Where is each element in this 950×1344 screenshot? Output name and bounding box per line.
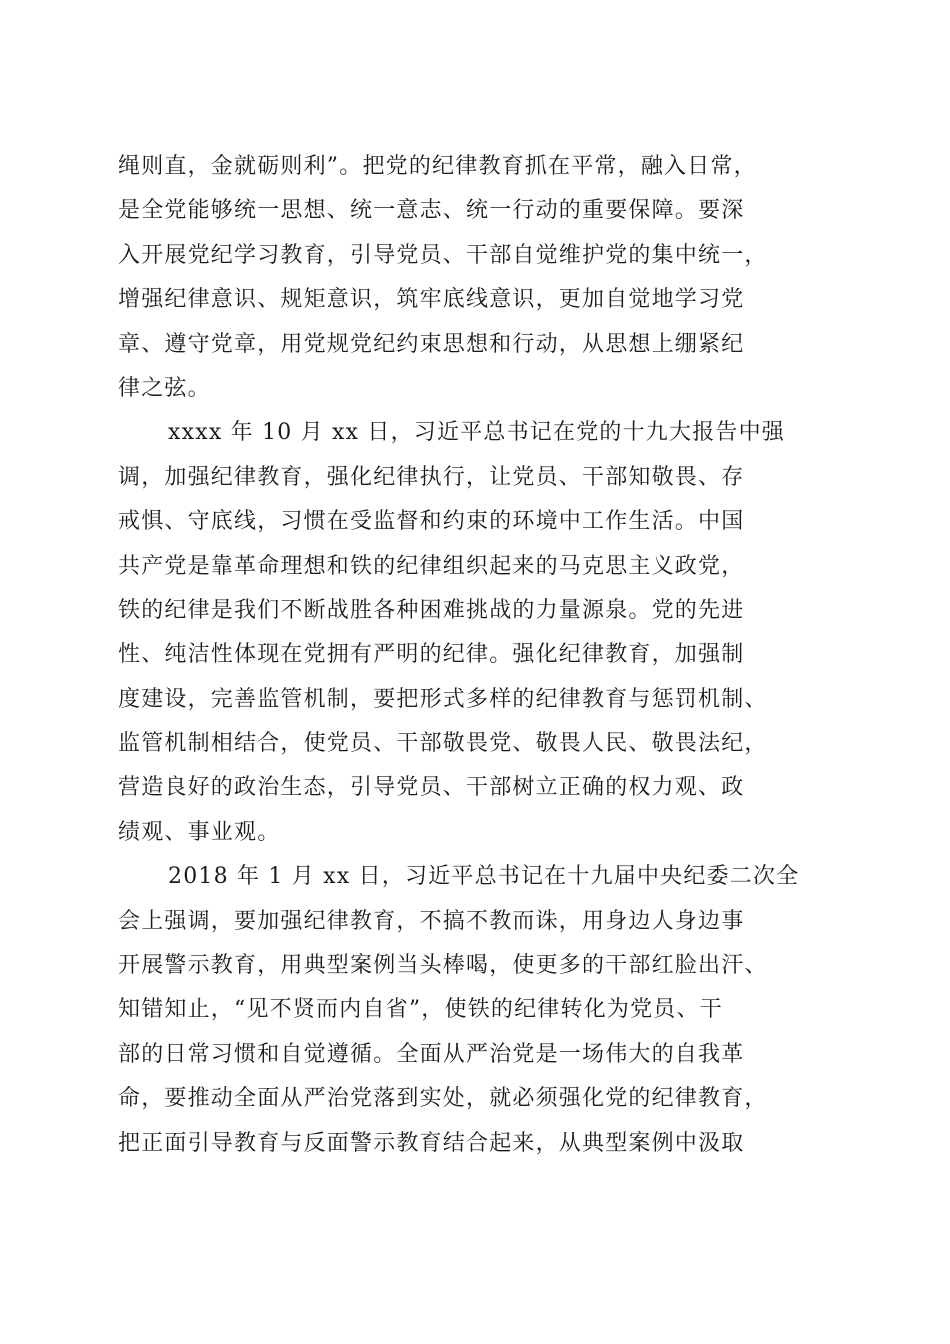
text-line: 章、遵守党章，用党规党纪约束思想和行动，从思想上绷紧纪 (118, 331, 745, 357)
text-line: 部的日常习惯和自觉遵循。全面从严治党是一场伟大的自我革 (118, 1041, 745, 1067)
text-line: 入开展党纪学习教育，引导党员、干部自觉维护党的集中统一， (118, 242, 768, 268)
text-line: 铁的纪律是我们不断战胜各种困难挑战的力量源泉。党的先进 (118, 597, 745, 623)
text-line: 度建设，完善监管机制，要把形式多样的纪律教育与惩罚机制、 (118, 686, 768, 712)
text-line: 监管机制相结合，使党员、干部敬畏党、敬畏人民、敬畏法纪， (118, 731, 768, 757)
text-line: 知错知止，“见不贤而内自省”，使铁的纪律转化为党员、干 (118, 997, 723, 1023)
body-text (118, 145, 838, 1166)
paragraph-first-line: xxxx 年 10 月 xx 日，习近平总书记在党的十九大报告中强 (168, 420, 786, 446)
text-line: 把正面引导教育与反面警示教育结合起来，从典型案例中汲取 (118, 1130, 745, 1156)
paragraph-first-line: 2018 年 1 月 xx 日，习近平总书记在十九届中央纪委二次全 (168, 864, 800, 890)
text-line: 性、纯洁性体现在党拥有严明的纪律。强化纪律教育，加强制 (118, 642, 745, 668)
text-line: 戒惧、守底线，习惯在受监督和约束的环境中工作生活。中国 (118, 509, 745, 535)
text-line: 开展警示教育，用典型案例当头棒喝，使更多的干部红脸出汗、 (118, 953, 768, 979)
text-line: 共产党是靠革命理想和铁的纪律组织起来的马克思主义政党， (118, 553, 745, 579)
text-line: 律之弦。 (118, 375, 211, 401)
text-line: 营造良好的政治生态，引导党员、干部树立正确的权力观、政 (118, 775, 745, 801)
text-line: 会上强调，要加强纪律教育，不搞不教而诛，用身边人身边事 (118, 908, 745, 934)
text-line: 是全党能够统一思想、统一意志、统一行动的重要保障。要深 (118, 198, 745, 224)
text-line: 命，要推动全面从严治党落到实处，就必须强化党的纪律教育， (118, 1086, 768, 1112)
text-line: 调，加强纪律教育，强化纪律执行，让党员、干部知敬畏、存 (118, 464, 745, 490)
text-line: 绩观、事业观。 (118, 819, 281, 845)
text-line: 绳则直，金就砺则利”。把党的纪律教育抓在平常，融入日常， (118, 154, 757, 179)
text-line: 增强纪律意识、规矩意识，筑牢底线意识，更加自觉地学习党 (118, 287, 745, 313)
